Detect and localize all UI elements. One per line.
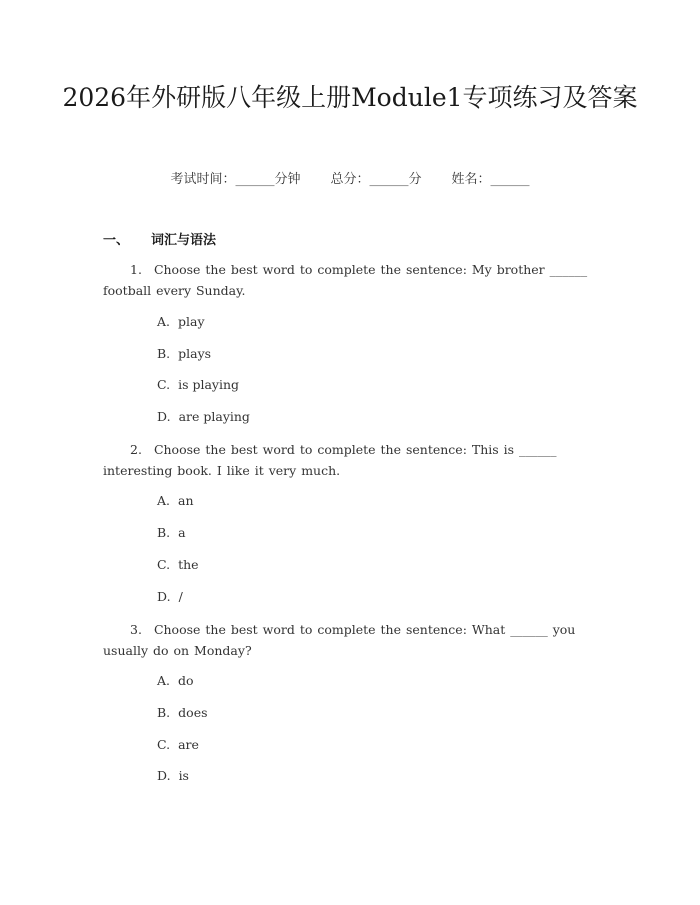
- section-heading: [103, 229, 216, 248]
- page-title: 2026年外研版八年级上册Module1专项练习及答案: [62, 83, 638, 112]
- question-number: 2.: [130, 442, 142, 457]
- option-letter: A.: [157, 314, 171, 329]
- question-3-option-a: [157, 673, 194, 688]
- student-name-label: 姓名：______: [451, 172, 530, 187]
- option-letter: A.: [157, 493, 171, 508]
- question-text: Choose the best word to complete the sentence: This is ______ interesting book. I like it very much.: [103, 442, 557, 478]
- option-text: plays: [178, 346, 212, 361]
- question-2-option-a: [157, 493, 194, 508]
- question-3-option-d: [157, 768, 189, 783]
- option-letter: B.: [157, 346, 171, 361]
- option-text: an: [178, 493, 194, 508]
- option-letter: C.: [157, 737, 171, 752]
- question-text: Choose the best word to complete the sentence: My brother ______ football every Sunday.: [103, 262, 588, 298]
- question-1-option-c: [157, 377, 239, 392]
- option-letter: D.: [157, 589, 171, 604]
- question-1: [103, 259, 603, 301]
- question-3: [103, 619, 603, 661]
- question-2-option-b: [157, 525, 186, 540]
- question-number: 1.: [130, 262, 142, 277]
- question-3-option-c: [157, 737, 199, 752]
- option-text: the: [178, 557, 199, 572]
- exam-time-label: 考试时间：______分钟: [170, 172, 301, 187]
- option-letter: D.: [157, 409, 171, 424]
- option-text: are playing: [178, 409, 250, 424]
- option-letter: C.: [157, 557, 171, 572]
- option-text: does: [178, 705, 208, 720]
- section-number: 一、: [103, 233, 130, 248]
- option-text: a: [178, 525, 186, 540]
- option-text: is: [178, 768, 189, 783]
- question-1-option-d: [157, 409, 250, 424]
- option-text: /: [178, 589, 183, 604]
- option-letter: A.: [157, 673, 171, 688]
- total-score-label: 总分：______分: [330, 172, 422, 187]
- option-letter: C.: [157, 377, 171, 392]
- option-letter: D.: [157, 768, 171, 783]
- question-3-option-b: [157, 705, 208, 720]
- section-title: 词汇与语法: [151, 233, 217, 248]
- option-text: do: [178, 673, 194, 688]
- question-1-option-a: [157, 314, 205, 329]
- question-2: [103, 439, 603, 481]
- question-number: 3.: [130, 622, 142, 637]
- question-1-option-b: [157, 346, 211, 361]
- option-text: play: [178, 314, 205, 329]
- option-text: is playing: [178, 377, 240, 392]
- exam-meta: [0, 168, 700, 187]
- question-2-option-c: [157, 557, 199, 572]
- option-letter: B.: [157, 705, 171, 720]
- option-letter: B.: [157, 525, 171, 540]
- option-text: are: [178, 737, 199, 752]
- question-2-option-d: [157, 589, 183, 604]
- question-text: Choose the best word to complete the sentence: What ______ you usually do on Monday?: [103, 622, 576, 658]
